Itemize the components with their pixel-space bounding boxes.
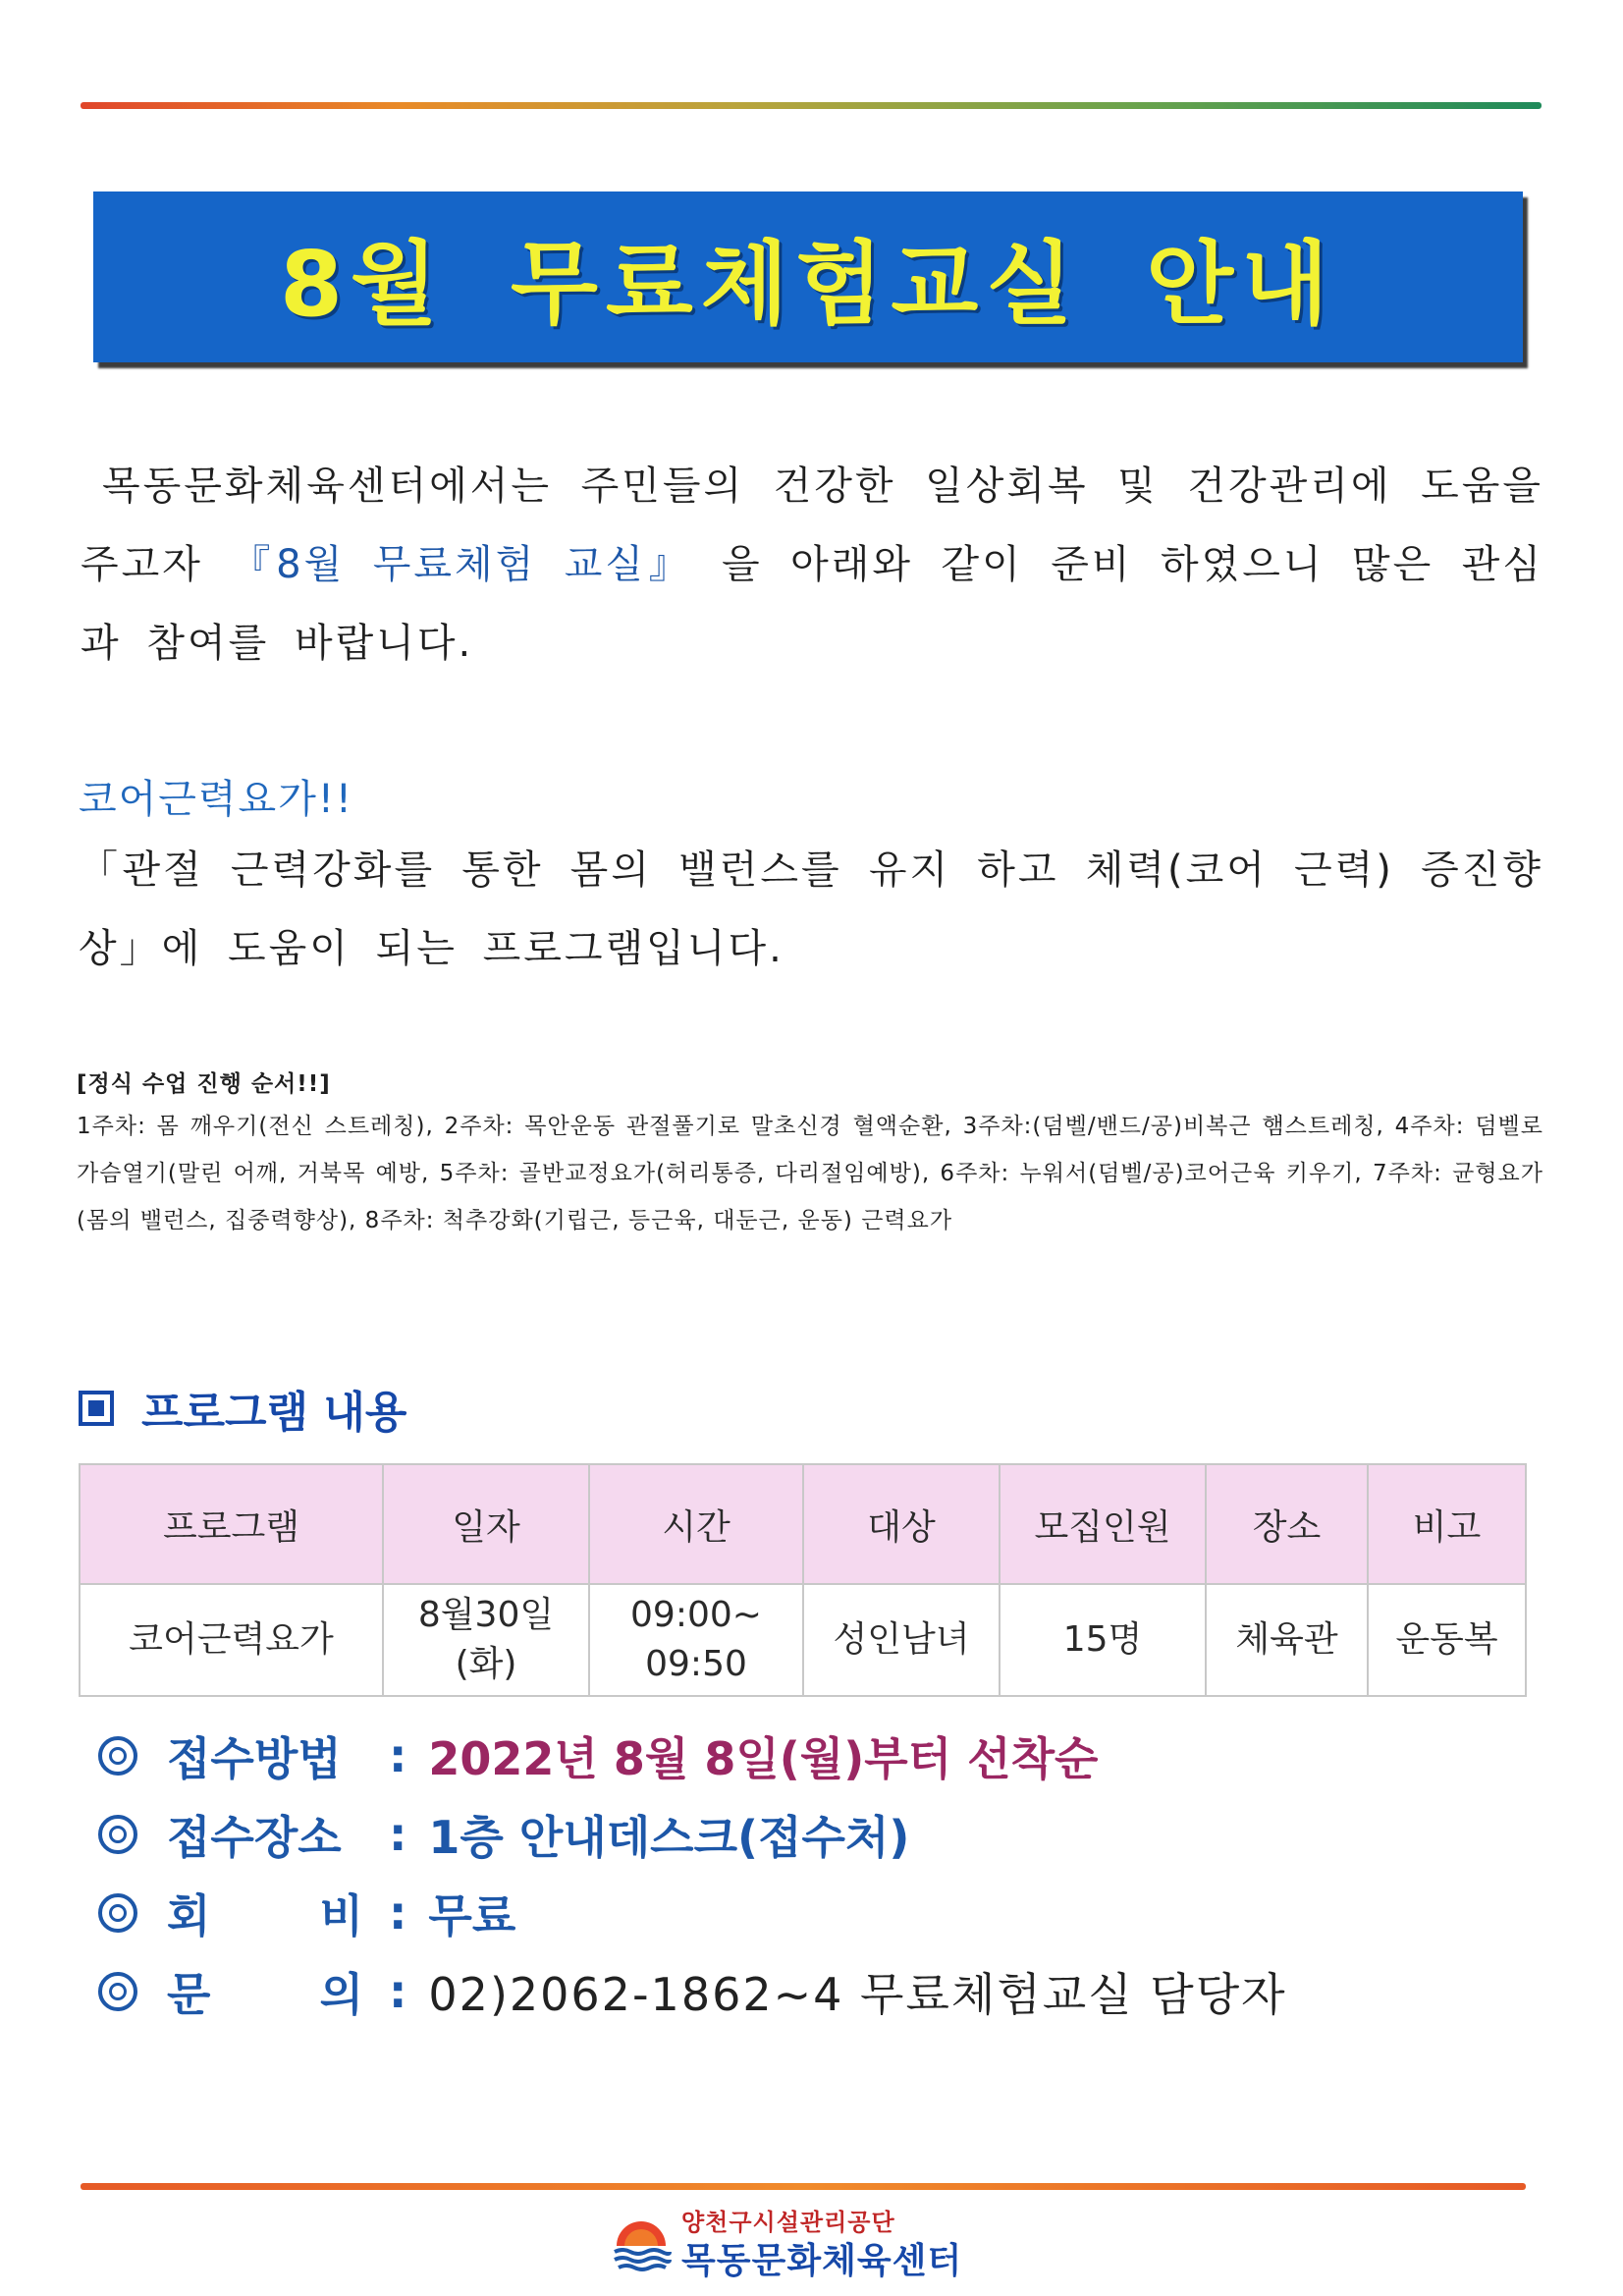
footer-logo-text [681,2203,962,2283]
cell-target: 성인남녀 [803,1584,1000,1696]
intro-text-2: 을 아래와 같이 준비 하였으니 많은 관심과 참여를 바랍니다. [81,542,1543,666]
double-circle-icon [98,1972,137,2011]
table-row [80,1584,1526,1696]
table-header: 일자 [383,1464,589,1584]
section-heading [79,1377,406,1440]
program-table [79,1463,1527,1697]
table-header: 모집인원 [1000,1464,1206,1584]
info-place-label [167,1802,363,1867]
info-contact-label [167,1959,363,2024]
info-colon: : [389,1808,407,1861]
cell-time [589,1584,803,1696]
intro-paragraph [81,447,1543,683]
footer-center: 목동문화체육센터 [681,2241,963,2281]
info-fee-label [167,1881,363,1945]
info-fee-label-b: 비 [319,1889,363,1942]
sun-wave-logo-icon [611,2213,672,2273]
info-place [98,1800,909,1869]
cell-time-line2: 09:50 [645,1644,747,1684]
info-contact-label-b: 의 [319,1968,363,2021]
info-place-label-text: 접수장소 [167,1811,342,1864]
info-contact-label-a: 문 [167,1968,211,2021]
table-header: 비고 [1368,1464,1526,1584]
double-circle-icon [98,1736,137,1776]
info-contact [98,1957,1287,2026]
table-header: 시간 [589,1464,803,1584]
intro-text-1: 목동문화체육센터에서는 주민들의 건강한 일상회복 및 건강관리에 도움을 주고자 [81,464,1543,587]
core-title: 코어근력요가!! [79,777,353,822]
info-method-value: 2022년 8월 8일(월)부터 선착순 [428,1732,1099,1785]
schedule-heading: [정식 수업 진행 순서!!] [77,1071,331,1097]
info-place-value: 1층 안내데스크(접수처) [428,1811,910,1864]
double-circle-icon [98,1815,137,1854]
double-circle-icon [98,1893,137,1933]
cell-capacity: 15명 [1000,1584,1206,1696]
cell-date [383,1584,589,1696]
info-colon: : [389,1965,407,2018]
cell-time-line1: 09:00~ [630,1595,762,1635]
table-header: 대상 [803,1464,1000,1584]
cell-program: 코어근력요가 [80,1584,383,1696]
bottom-divider [81,2183,1526,2190]
info-fee [98,1879,515,1947]
section-heading-text: 프로그램 내용 [141,1388,407,1438]
info-fee-value: 무료 [428,1889,516,1942]
table-header-row [80,1464,1526,1584]
info-method-label [167,1723,363,1788]
info-method-label-text: 접수방법 [167,1732,342,1785]
core-description: 「관절 근력강화를 통한 몸의 밸런스를 유지 하고 체력(코어 근력) 증진향상」에 도움이 되는 프로그램입니다. [79,847,1543,971]
info-fee-label-a: 회 [167,1889,211,1942]
intro-highlight: 『8월 무료체험 교실』 [231,542,694,587]
cell-date-line2: (화) [455,1644,517,1684]
table-header: 프로그램 [80,1464,383,1584]
square-bullet-icon [79,1391,114,1426]
title-banner [93,191,1523,362]
top-divider [81,102,1542,109]
info-colon: : [389,1729,407,1782]
table-header: 장소 [1206,1464,1368,1584]
cell-place: 체육관 [1206,1584,1368,1696]
info-colon: : [389,1886,407,1940]
cell-date-line1: 8월30일 [417,1595,555,1635]
info-method [98,1722,1098,1790]
info-contact-value: 02)2062-1862~4 무료체험교실 담당자 [428,1968,1287,2021]
cell-note: 운동복 [1368,1584,1526,1696]
schedule-text: 1주차: 몸 깨우기(전신 스트레칭), 2주차: 목안운동 관절풀기로 말초신경 혈액순환, 3주차:(덤벨/밴드/공)비복근 햄스트레칭, 4주차: 덤벨로 가슴열기(말린 어깨, 거북목 예방, 5주차: 골반교정요가(허리통증, 다리절임예방), 6주차: 누워서(덤벨/공)코어근육 키우기, 7주차: 균형요가(몸의 밸런스, 집중력향상), 8주차: 척추강화(기립근, 등근육, 대둔근, 운동) 근력요가 [77,1114,1543,1233]
footer-logo [611,2203,962,2283]
page-title: 8월 무료체험교실 안내 [280,232,1336,337]
footer-org: 양천구시설관리공단 [681,2209,895,2236]
